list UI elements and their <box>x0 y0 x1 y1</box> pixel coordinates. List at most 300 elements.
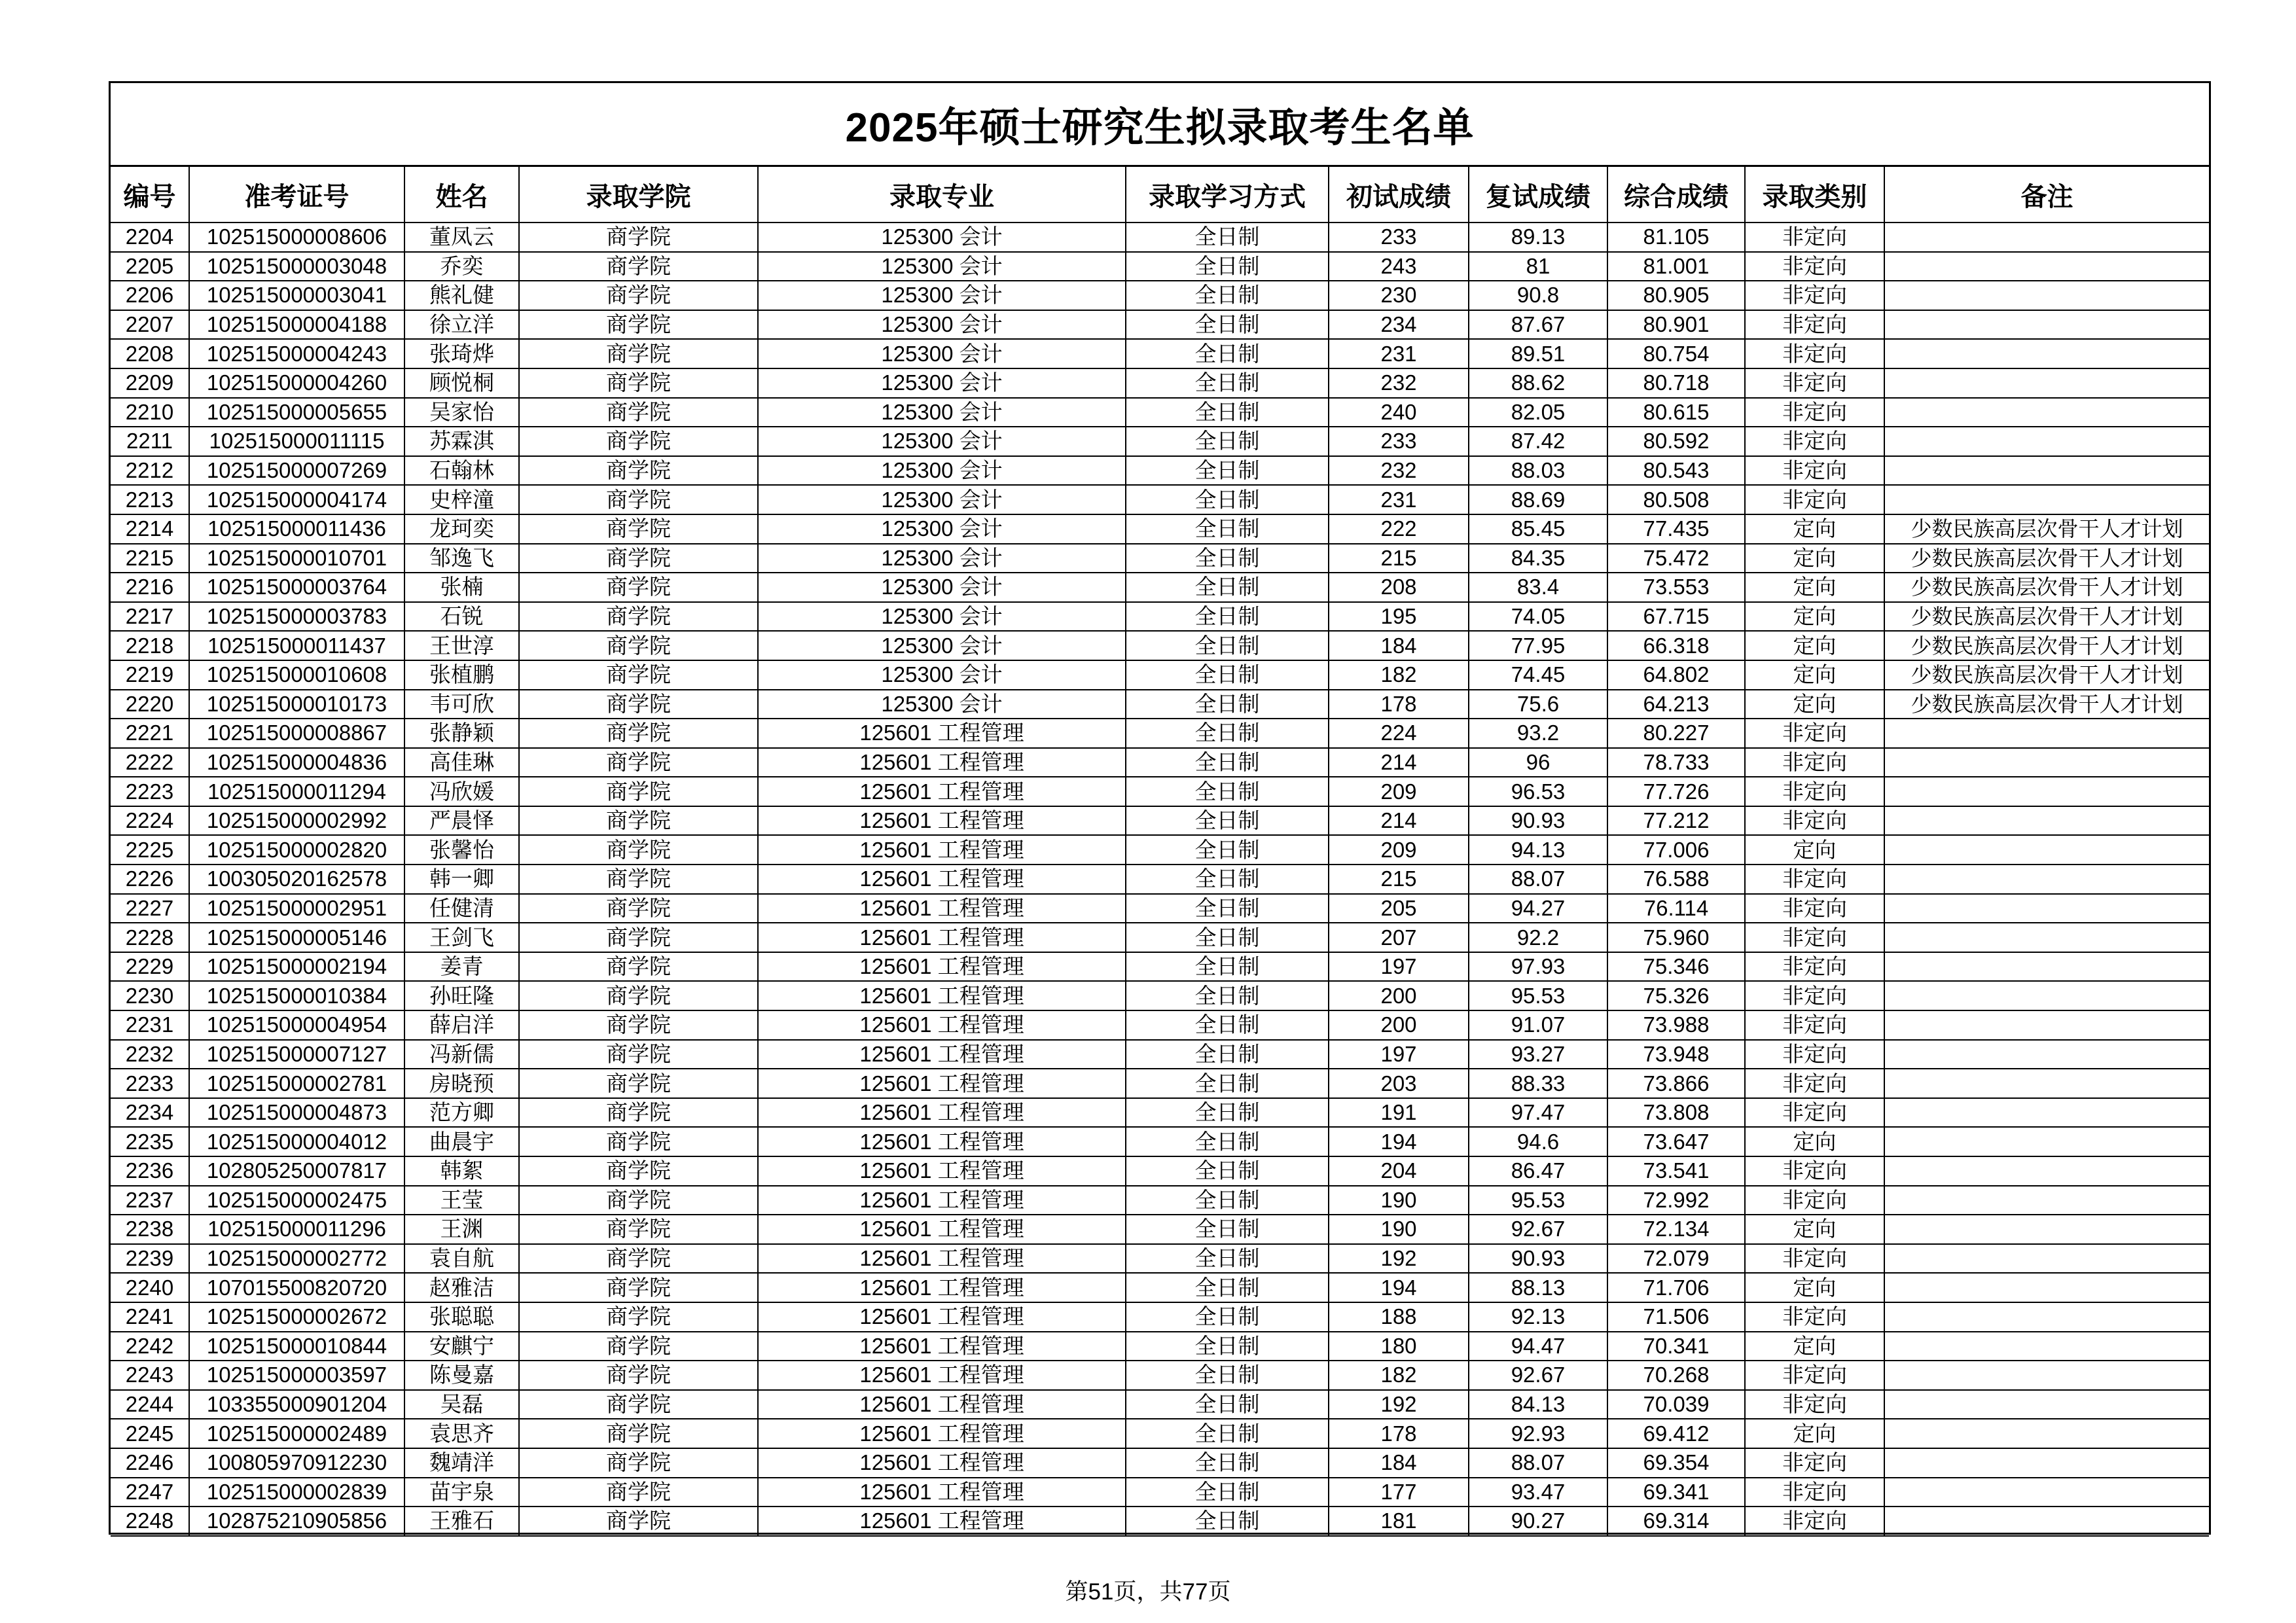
cell-exam-id: 102515000011296 <box>189 1215 404 1244</box>
table-row <box>111 1186 2209 1215</box>
cell-remarks <box>1884 777 2209 806</box>
cell-exam-id: 102515000004954 <box>189 1010 404 1040</box>
column-header-total-score: 综合成绩 <box>1607 167 1745 223</box>
cell-college: 商学院 <box>519 748 758 777</box>
cell-study-mode: 全日制 <box>1126 602 1329 632</box>
cell-remarks: 少数民族高层次骨干人才计划 <box>1884 544 2209 573</box>
cell-total-score: 69.314 <box>1607 1507 1745 1536</box>
cell-name: 张聪聪 <box>404 1302 519 1332</box>
cell-initial-score: 194 <box>1329 1273 1469 1302</box>
cell-college: 商学院 <box>519 339 758 368</box>
table-row <box>111 1332 2209 1361</box>
cell-remarks <box>1884 806 2209 836</box>
cell-college: 商学院 <box>519 1448 758 1478</box>
cell-retest-score: 92.93 <box>1469 1419 1607 1448</box>
cell-total-score: 64.213 <box>1607 690 1745 719</box>
table-body <box>111 223 2209 1536</box>
cell-initial-score: 233 <box>1329 427 1469 456</box>
cell-major: 125300 会计 <box>758 223 1126 252</box>
table-row <box>111 1361 2209 1390</box>
cell-exam-id: 100805970912230 <box>189 1448 404 1478</box>
cell-college: 商学院 <box>519 660 758 690</box>
footer-prefix: 第 <box>1065 1579 1088 1605</box>
cell-exam-id: 102515000005146 <box>189 923 404 952</box>
cell-study-mode: 全日制 <box>1126 1390 1329 1419</box>
cell-category: 定向 <box>1745 573 1884 602</box>
cell-category: 定向 <box>1745 514 1884 544</box>
cell-remarks <box>1884 1361 2209 1390</box>
cell-retest-score: 89.13 <box>1469 223 1607 252</box>
table-row <box>111 835 2209 865</box>
column-header-college: 录取学院 <box>519 167 758 223</box>
cell-study-mode: 全日制 <box>1126 1478 1329 1507</box>
cell-remarks <box>1884 1273 2209 1302</box>
cell-major: 125601 工程管理 <box>758 1332 1126 1361</box>
cell-total-score: 69.341 <box>1607 1478 1745 1507</box>
table-row <box>111 1010 2209 1040</box>
table-row <box>111 777 2209 806</box>
cell-name: 董凤云 <box>404 223 519 252</box>
cell-retest-score: 83.4 <box>1469 573 1607 602</box>
table-row <box>111 544 2209 573</box>
cell-exam-id: 102805250007817 <box>189 1156 404 1186</box>
cell-remarks: 少数民族高层次骨干人才计划 <box>1884 602 2209 632</box>
cell-initial-score: 215 <box>1329 865 1469 894</box>
page-title: 2025年硕士研究生拟录取考生名单 <box>845 105 1475 151</box>
cell-major: 125601 工程管理 <box>758 894 1126 923</box>
cell-total-score: 69.412 <box>1607 1419 1745 1448</box>
cell-category: 非定向 <box>1745 748 1884 777</box>
table-row <box>111 1244 2209 1274</box>
cell-study-mode: 全日制 <box>1126 1156 1329 1186</box>
cell-number: 2213 <box>111 485 189 514</box>
cell-exam-id: 102515000004260 <box>189 368 404 398</box>
cell-total-score: 73.647 <box>1607 1127 1745 1156</box>
cell-college: 商学院 <box>519 981 758 1010</box>
cell-number: 2212 <box>111 456 189 486</box>
cell-college: 商学院 <box>519 368 758 398</box>
cell-exam-id: 102515000004012 <box>189 1127 404 1156</box>
table-row <box>111 456 2209 486</box>
cell-college: 商学院 <box>519 1127 758 1156</box>
column-header-number: 编号 <box>111 167 189 223</box>
cell-retest-score: 81 <box>1469 252 1607 281</box>
cell-remarks <box>1884 1448 2209 1478</box>
cell-major: 125300 会计 <box>758 252 1126 281</box>
cell-number: 2247 <box>111 1478 189 1507</box>
cell-number: 2239 <box>111 1244 189 1274</box>
table-row <box>111 252 2209 281</box>
cell-remarks <box>1884 1332 2209 1361</box>
cell-initial-score: 192 <box>1329 1390 1469 1419</box>
cell-retest-score: 88.03 <box>1469 456 1607 486</box>
cell-remarks <box>1884 1244 2209 1274</box>
cell-number: 2237 <box>111 1186 189 1215</box>
cell-major: 125300 会计 <box>758 456 1126 486</box>
cell-total-score: 75.346 <box>1607 952 1745 982</box>
cell-initial-score: 197 <box>1329 1040 1469 1069</box>
cell-initial-score: 209 <box>1329 777 1469 806</box>
table-row <box>111 1390 2209 1419</box>
cell-category: 非定向 <box>1745 1390 1884 1419</box>
cell-total-score: 80.227 <box>1607 719 1745 748</box>
table-row <box>111 952 2209 982</box>
cell-initial-score: 178 <box>1329 1419 1469 1448</box>
cell-total-score: 76.588 <box>1607 865 1745 894</box>
cell-study-mode: 全日制 <box>1126 281 1329 310</box>
cell-total-score: 72.079 <box>1607 1244 1745 1274</box>
cell-exam-id: 102515000002475 <box>189 1186 404 1215</box>
table-row <box>111 281 2209 310</box>
cell-initial-score: 188 <box>1329 1302 1469 1332</box>
cell-initial-score: 184 <box>1329 631 1469 660</box>
cell-initial-score: 180 <box>1329 1332 1469 1361</box>
table-row <box>111 514 2209 544</box>
cell-category: 非定向 <box>1745 427 1884 456</box>
table-row <box>111 602 2209 632</box>
cell-retest-score: 88.07 <box>1469 1448 1607 1478</box>
cell-remarks <box>1884 427 2209 456</box>
cell-total-score: 80.754 <box>1607 339 1745 368</box>
cell-retest-score: 74.05 <box>1469 602 1607 632</box>
cell-total-score: 78.733 <box>1607 748 1745 777</box>
cell-total-score: 75.472 <box>1607 544 1745 573</box>
table-row <box>111 1273 2209 1302</box>
cell-study-mode: 全日制 <box>1126 1069 1329 1098</box>
cell-initial-score: 190 <box>1329 1186 1469 1215</box>
cell-exam-id: 102515000007269 <box>189 456 404 486</box>
cell-major: 125601 工程管理 <box>758 1156 1126 1186</box>
cell-retest-score: 97.47 <box>1469 1098 1607 1128</box>
table-row <box>111 1040 2209 1069</box>
cell-major: 125601 工程管理 <box>758 1186 1126 1215</box>
cell-category: 非定向 <box>1745 894 1884 923</box>
cell-study-mode: 全日制 <box>1126 1186 1329 1215</box>
table-row <box>111 339 2209 368</box>
table-row <box>111 1215 2209 1244</box>
cell-retest-score: 94.27 <box>1469 894 1607 923</box>
cell-initial-score: 232 <box>1329 368 1469 398</box>
cell-category: 非定向 <box>1745 339 1884 368</box>
cell-college: 商学院 <box>519 1390 758 1419</box>
cell-initial-score: 182 <box>1329 1361 1469 1390</box>
cell-category: 非定向 <box>1745 1244 1884 1274</box>
cell-name: 陈曼嘉 <box>404 1361 519 1390</box>
cell-college: 商学院 <box>519 456 758 486</box>
cell-remarks: 少数民族高层次骨干人才计划 <box>1884 514 2209 544</box>
cell-name: 邹逸飞 <box>404 544 519 573</box>
cell-remarks <box>1884 952 2209 982</box>
cell-major: 125601 工程管理 <box>758 1302 1126 1332</box>
cell-name: 薛启洋 <box>404 1010 519 1040</box>
cell-total-score: 80.615 <box>1607 398 1745 427</box>
cell-exam-id: 102515000004188 <box>189 310 404 340</box>
cell-remarks <box>1884 252 2209 281</box>
cell-college: 商学院 <box>519 1302 758 1332</box>
cell-exam-id: 102515000010384 <box>189 981 404 1010</box>
cell-remarks <box>1884 223 2209 252</box>
cell-number: 2219 <box>111 660 189 690</box>
table-row <box>111 1448 2209 1478</box>
cell-initial-score: 194 <box>1329 1127 1469 1156</box>
cell-initial-score: 205 <box>1329 894 1469 923</box>
cell-initial-score: 243 <box>1329 252 1469 281</box>
cell-category: 非定向 <box>1745 865 1884 894</box>
cell-total-score: 73.553 <box>1607 573 1745 602</box>
cell-number: 2225 <box>111 835 189 865</box>
cell-exam-id: 102515000004873 <box>189 1098 404 1128</box>
cell-total-score: 72.134 <box>1607 1215 1745 1244</box>
cell-total-score: 64.802 <box>1607 660 1745 690</box>
cell-college: 商学院 <box>519 514 758 544</box>
cell-initial-score: 224 <box>1329 719 1469 748</box>
cell-category: 非定向 <box>1745 456 1884 486</box>
cell-number: 2228 <box>111 923 189 952</box>
cell-study-mode: 全日制 <box>1126 339 1329 368</box>
table-row <box>111 1098 2209 1128</box>
cell-total-score: 73.988 <box>1607 1010 1745 1040</box>
cell-remarks <box>1884 339 2209 368</box>
cell-study-mode: 全日制 <box>1126 485 1329 514</box>
cell-major: 125601 工程管理 <box>758 1419 1126 1448</box>
table-header-row <box>111 167 2209 223</box>
table-row <box>111 368 2209 398</box>
cell-initial-score: 232 <box>1329 456 1469 486</box>
cell-college: 商学院 <box>519 573 758 602</box>
cell-college: 商学院 <box>519 485 758 514</box>
cell-major: 125601 工程管理 <box>758 865 1126 894</box>
cell-exam-id: 102515000002839 <box>189 1478 404 1507</box>
cell-number: 2233 <box>111 1069 189 1098</box>
cell-study-mode: 全日制 <box>1126 748 1329 777</box>
cell-name: 王渊 <box>404 1215 519 1244</box>
page-footer <box>0 1574 2296 1607</box>
cell-category: 定向 <box>1745 602 1884 632</box>
column-header-remarks: 备注 <box>1884 167 2209 223</box>
cell-name: 魏靖洋 <box>404 1448 519 1478</box>
cell-remarks <box>1884 1478 2209 1507</box>
cell-initial-score: 178 <box>1329 690 1469 719</box>
cell-name: 顾悦桐 <box>404 368 519 398</box>
cell-major: 125300 会计 <box>758 339 1126 368</box>
cell-study-mode: 全日制 <box>1126 1302 1329 1332</box>
cell-initial-score: 182 <box>1329 660 1469 690</box>
cell-major: 125300 会计 <box>758 544 1126 573</box>
footer-suffix: 页 <box>1208 1579 1231 1605</box>
cell-exam-id: 102515000010608 <box>189 660 404 690</box>
cell-retest-score: 90.93 <box>1469 1244 1607 1274</box>
cell-major: 125300 会计 <box>758 398 1126 427</box>
cell-study-mode: 全日制 <box>1126 719 1329 748</box>
cell-exam-id: 102515000002951 <box>189 894 404 923</box>
cell-initial-score: 200 <box>1329 981 1469 1010</box>
cell-category: 非定向 <box>1745 1069 1884 1098</box>
table-row <box>111 1419 2209 1448</box>
cell-exam-id: 102515000007127 <box>189 1040 404 1069</box>
cell-name: 王雅石 <box>404 1507 519 1536</box>
table-row <box>111 1507 2209 1536</box>
cell-study-mode: 全日制 <box>1126 923 1329 952</box>
cell-initial-score: 190 <box>1329 1215 1469 1244</box>
cell-total-score: 73.866 <box>1607 1069 1745 1098</box>
cell-name: 严晨怿 <box>404 806 519 836</box>
cell-name: 王莹 <box>404 1186 519 1215</box>
cell-name: 徐立洋 <box>404 310 519 340</box>
cell-category: 定向 <box>1745 1215 1884 1244</box>
cell-college: 商学院 <box>519 602 758 632</box>
column-header-major: 录取专业 <box>758 167 1126 223</box>
cell-category: 非定向 <box>1745 1010 1884 1040</box>
cell-category: 非定向 <box>1745 777 1884 806</box>
cell-major: 125601 工程管理 <box>758 1010 1126 1040</box>
cell-major: 125601 工程管理 <box>758 748 1126 777</box>
cell-study-mode: 全日制 <box>1126 660 1329 690</box>
cell-retest-score: 97.93 <box>1469 952 1607 982</box>
cell-exam-id: 102515000008867 <box>189 719 404 748</box>
cell-major: 125300 会计 <box>758 485 1126 514</box>
cell-category: 定向 <box>1745 1273 1884 1302</box>
cell-retest-score: 85.45 <box>1469 514 1607 544</box>
cell-study-mode: 全日制 <box>1126 252 1329 281</box>
table-row <box>111 1478 2209 1507</box>
cell-total-score: 67.715 <box>1607 602 1745 632</box>
cell-category: 非定向 <box>1745 952 1884 982</box>
cell-exam-id: 102515000011437 <box>189 631 404 660</box>
cell-retest-score: 93.2 <box>1469 719 1607 748</box>
cell-college: 商学院 <box>519 1507 758 1536</box>
cell-name: 姜青 <box>404 952 519 982</box>
cell-name: 房晓预 <box>404 1069 519 1098</box>
cell-remarks <box>1884 748 2209 777</box>
cell-study-mode: 全日制 <box>1126 1273 1329 1302</box>
cell-number: 2238 <box>111 1215 189 1244</box>
table-row <box>111 981 2209 1010</box>
cell-college: 商学院 <box>519 281 758 310</box>
table-row <box>111 865 2209 894</box>
cell-total-score: 71.506 <box>1607 1302 1745 1332</box>
cell-initial-score: 191 <box>1329 1098 1469 1128</box>
cell-study-mode: 全日制 <box>1126 806 1329 836</box>
cell-category: 非定向 <box>1745 368 1884 398</box>
cell-study-mode: 全日制 <box>1126 544 1329 573</box>
cell-major: 125300 会计 <box>758 690 1126 719</box>
cell-name: 任健清 <box>404 894 519 923</box>
cell-college: 商学院 <box>519 865 758 894</box>
cell-exam-id: 102515000003764 <box>189 573 404 602</box>
cell-number: 2235 <box>111 1127 189 1156</box>
cell-retest-score: 95.53 <box>1469 1186 1607 1215</box>
cell-retest-score: 77.95 <box>1469 631 1607 660</box>
cell-total-score: 80.543 <box>1607 456 1745 486</box>
cell-college: 商学院 <box>519 631 758 660</box>
cell-college: 商学院 <box>519 223 758 252</box>
cell-major: 125601 工程管理 <box>758 1361 1126 1390</box>
cell-name: 吴家怡 <box>404 398 519 427</box>
cell-major: 125601 工程管理 <box>758 806 1126 836</box>
cell-exam-id: 107015500820720 <box>189 1273 404 1302</box>
cell-study-mode: 全日制 <box>1126 1244 1329 1274</box>
cell-initial-score: 204 <box>1329 1156 1469 1186</box>
cell-category: 定向 <box>1745 660 1884 690</box>
cell-study-mode: 全日制 <box>1126 1127 1329 1156</box>
cell-study-mode: 全日制 <box>1126 1332 1329 1361</box>
cell-retest-score: 84.35 <box>1469 544 1607 573</box>
cell-total-score: 73.808 <box>1607 1098 1745 1128</box>
cell-college: 商学院 <box>519 1098 758 1128</box>
cell-remarks <box>1884 1302 2209 1332</box>
cell-major: 125601 工程管理 <box>758 1273 1126 1302</box>
cell-category: 非定向 <box>1745 252 1884 281</box>
cell-initial-score: 208 <box>1329 573 1469 602</box>
cell-total-score: 77.006 <box>1607 835 1745 865</box>
cell-remarks <box>1884 1507 2209 1536</box>
cell-number: 2210 <box>111 398 189 427</box>
cell-initial-score: 214 <box>1329 806 1469 836</box>
cell-total-score: 80.901 <box>1607 310 1745 340</box>
admission-table <box>111 167 2209 1537</box>
cell-number: 2211 <box>111 427 189 456</box>
cell-total-score: 77.435 <box>1607 514 1745 544</box>
cell-retest-score: 95.53 <box>1469 981 1607 1010</box>
cell-retest-score: 87.67 <box>1469 310 1607 340</box>
column-header-exam-id: 准考证号 <box>189 167 404 223</box>
cell-college: 商学院 <box>519 835 758 865</box>
cell-study-mode: 全日制 <box>1126 777 1329 806</box>
cell-number: 2232 <box>111 1040 189 1069</box>
cell-initial-score: 207 <box>1329 923 1469 952</box>
cell-total-score: 73.948 <box>1607 1040 1745 1069</box>
cell-college: 商学院 <box>519 777 758 806</box>
cell-name: 冯欣媛 <box>404 777 519 806</box>
table-row <box>111 660 2209 690</box>
cell-total-score: 77.726 <box>1607 777 1745 806</box>
cell-major: 125601 工程管理 <box>758 923 1126 952</box>
cell-number: 2214 <box>111 514 189 544</box>
cell-exam-id: 102515000011436 <box>189 514 404 544</box>
cell-name: 张馨怡 <box>404 835 519 865</box>
cell-major: 125300 会计 <box>758 427 1126 456</box>
cell-initial-score: 209 <box>1329 835 1469 865</box>
table-row <box>111 631 2209 660</box>
cell-remarks <box>1884 894 2209 923</box>
cell-study-mode: 全日制 <box>1126 981 1329 1010</box>
cell-exam-id: 102515000003783 <box>189 602 404 632</box>
table-row <box>111 894 2209 923</box>
cell-remarks <box>1884 835 2209 865</box>
cell-study-mode: 全日制 <box>1126 310 1329 340</box>
cell-name: 张植鹏 <box>404 660 519 690</box>
cell-study-mode: 全日制 <box>1126 835 1329 865</box>
cell-college: 商学院 <box>519 1040 758 1069</box>
cell-college: 商学院 <box>519 1215 758 1244</box>
cell-college: 商学院 <box>519 1332 758 1361</box>
column-header-category: 录取类别 <box>1745 167 1884 223</box>
cell-college: 商学院 <box>519 398 758 427</box>
cell-initial-score: 181 <box>1329 1507 1469 1536</box>
cell-name: 王剑飞 <box>404 923 519 952</box>
cell-major: 125601 工程管理 <box>758 981 1126 1010</box>
cell-initial-score: 215 <box>1329 544 1469 573</box>
cell-category: 非定向 <box>1745 1361 1884 1390</box>
cell-category: 非定向 <box>1745 485 1884 514</box>
cell-exam-id: 102515000010701 <box>189 544 404 573</box>
cell-remarks: 少数民族高层次骨干人才计划 <box>1884 631 2209 660</box>
cell-retest-score: 92.67 <box>1469 1215 1607 1244</box>
cell-retest-score: 94.6 <box>1469 1127 1607 1156</box>
cell-exam-id: 103355000901204 <box>189 1390 404 1419</box>
cell-category: 非定向 <box>1745 1507 1884 1536</box>
cell-study-mode: 全日制 <box>1126 1010 1329 1040</box>
